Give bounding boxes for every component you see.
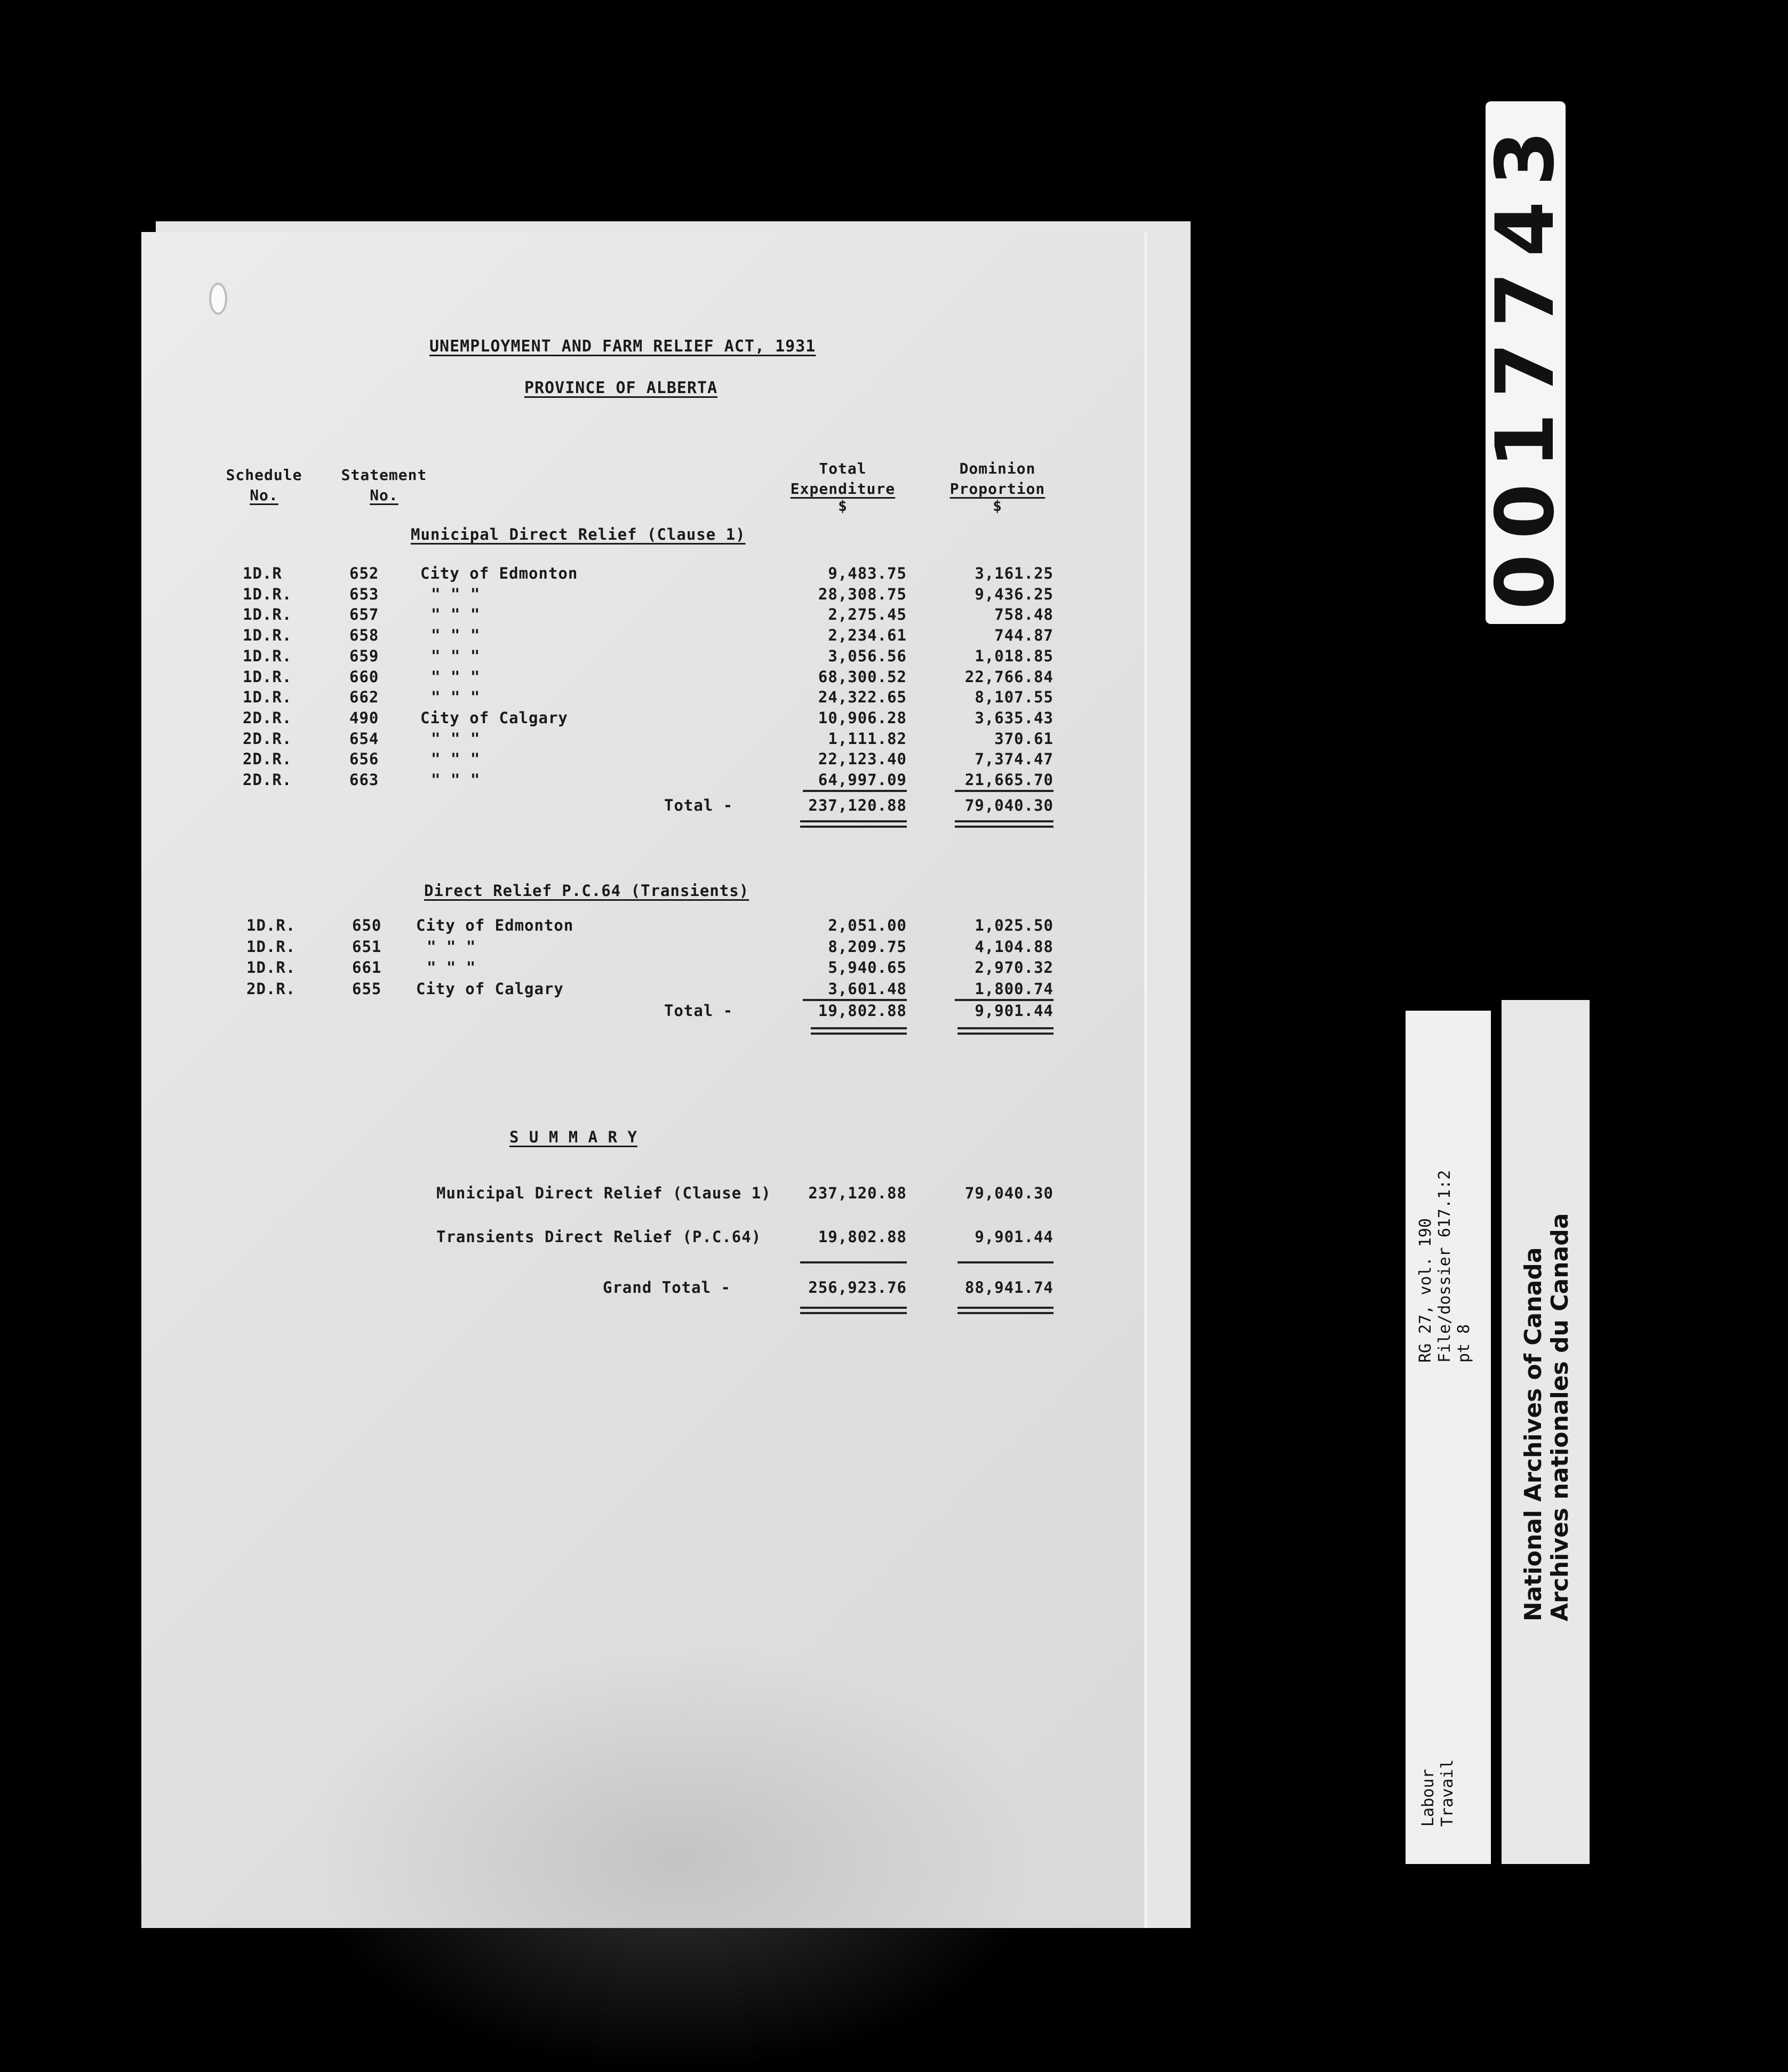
row-schedule: 2D.R. — [243, 750, 292, 769]
header-dominion-proportion: Dominion Proportion $ — [949, 460, 1045, 515]
section2-dominion-total: 9,901.44 — [975, 1002, 1053, 1020]
row-statement: 663 — [349, 771, 379, 789]
summary-line2-label: Transients Direct Relief (P.C.64) — [436, 1228, 762, 1246]
row-place: " " " — [431, 750, 481, 769]
row-schedule: 2D.R. — [243, 771, 292, 789]
row-dominion-proportion: 3,161.25 — [975, 564, 1053, 582]
row-dominion-proportion: 1,800.74 — [975, 979, 1053, 998]
row-place: " " " — [431, 688, 481, 707]
row-place: " " " — [431, 729, 481, 748]
row-schedule: 1D.R. — [243, 667, 292, 686]
row-total-expenditure: 8,209.75 — [828, 937, 907, 956]
row-total-expenditure: 10,906.28 — [818, 708, 907, 727]
row-dominion-proportion: 9,436.25 — [975, 585, 1053, 603]
archive-institution — [1520, 1213, 1574, 1621]
row-schedule: 1D.R. — [246, 916, 296, 934]
archive-ref-line2: File/dossier 617.1:2 — [1435, 1170, 1454, 1363]
row-place: " " " — [431, 771, 481, 789]
row-total-expenditure: 5,940.65 — [828, 958, 907, 977]
row-schedule: 1D.R. — [246, 937, 296, 956]
archive-dept-line1: Labour — [1419, 1769, 1438, 1827]
grand-total-dominion: 88,941.74 — [964, 1278, 1053, 1297]
section2-dominion-double-rule — [957, 1027, 1053, 1029]
row-statement: 659 — [349, 646, 379, 665]
row-statement: 654 — [349, 729, 379, 748]
summary-line2-total: 19,802.88 — [818, 1228, 907, 1246]
row-statement: 651 — [352, 937, 382, 956]
section1-dominion-double-rule — [955, 826, 1053, 828]
subtotal-rule — [955, 790, 1053, 792]
section1-total: 237,120.88 — [808, 796, 907, 814]
row-statement: 661 — [352, 958, 382, 977]
row-total-expenditure: 3,056.56 — [828, 646, 907, 665]
subtotal-rule — [803, 999, 907, 1001]
row-total-expenditure: 2,234.61 — [828, 626, 907, 645]
row-dominion-proportion: 22,766.84 — [964, 667, 1053, 686]
row-schedule: 1D.R. — [243, 585, 292, 603]
row-place: City of Calgary — [420, 708, 568, 727]
section1-total-label: Total - — [664, 796, 733, 814]
header-total-expenditure: Total Expenditure $ — [790, 460, 896, 515]
row-dominion-proportion: 8,107.55 — [975, 688, 1053, 707]
archive-reference-card — [1406, 1011, 1491, 1864]
section2-total-double-rule — [811, 1033, 907, 1035]
section1-total-double-rule — [800, 820, 907, 822]
summary-line1-dominion: 79,040.30 — [964, 1184, 1053, 1202]
row-dominion-proportion: 758.48 — [994, 605, 1053, 624]
paper-stain — [301, 1645, 1048, 2072]
grand-dominion-double-rule — [957, 1307, 1053, 1309]
archive-reference — [1416, 1170, 1474, 1363]
section1-heading: Municipal Direct Relief (Clause 1) — [411, 525, 746, 543]
row-total-expenditure: 68,300.52 — [818, 667, 907, 686]
row-schedule: 1D.R — [243, 564, 282, 582]
section2-total-label: Total - — [664, 1002, 733, 1020]
header-statement: Statement No. — [341, 466, 427, 504]
row-schedule: 1D.R. — [243, 626, 292, 645]
row-total-expenditure: 3,601.48 — [828, 979, 907, 998]
row-dominion-proportion: 744.87 — [994, 626, 1053, 645]
section2-total: 19,802.88 — [818, 1002, 907, 1020]
summary-line1-label: Municipal Direct Relief (Clause 1) — [436, 1184, 771, 1202]
archive-institution-line1: National Archives of Canada — [1520, 1247, 1547, 1621]
row-dominion-proportion: 1,025.50 — [975, 916, 1053, 934]
grand-total-double-rule — [800, 1312, 907, 1314]
row-place: " " " — [431, 585, 481, 603]
archive-institution-line2: Archives nationales du Canada — [1546, 1213, 1574, 1621]
frame-number: 0017743 — [1479, 115, 1572, 610]
archive-dept-line2: Travail — [1438, 1759, 1457, 1827]
row-schedule: 2D.R. — [246, 979, 296, 998]
row-dominion-proportion: 370.61 — [994, 729, 1053, 748]
row-schedule: 1D.R. — [243, 688, 292, 707]
summary-heading: S U M M A R Y — [509, 1128, 637, 1146]
grand-total-double-rule — [800, 1307, 907, 1309]
subtotal-rule — [803, 790, 907, 792]
subtotal-rule — [955, 999, 1053, 1001]
row-statement: 660 — [349, 667, 379, 686]
row-dominion-proportion: 7,374.47 — [975, 750, 1053, 769]
row-total-expenditure: 22,123.40 — [818, 750, 907, 769]
section1-dominion-double-rule — [955, 820, 1053, 822]
row-schedule: 1D.R. — [243, 646, 292, 665]
section2-dominion-double-rule — [957, 1033, 1053, 1035]
row-place: " " " — [431, 605, 481, 624]
row-dominion-proportion: 3,635.43 — [975, 708, 1053, 727]
row-statement: 662 — [349, 688, 379, 707]
summary-line2-dominion: 9,901.44 — [975, 1228, 1053, 1246]
row-total-expenditure: 9,483.75 — [828, 564, 907, 582]
grand-dominion-double-rule — [957, 1312, 1053, 1314]
section1-dominion-total: 79,040.30 — [964, 796, 1053, 814]
archive-ref-line1: RG 27, vol. 190 — [1416, 1218, 1435, 1363]
section2-heading: Direct Relief P.C.64 (Transients) — [424, 882, 749, 900]
row-dominion-proportion: 4,104.88 — [975, 937, 1053, 956]
header-schedule: Schedule No. — [226, 466, 302, 504]
row-statement: 652 — [349, 564, 379, 582]
summary-line1-total: 237,120.88 — [808, 1184, 907, 1202]
row-total-expenditure: 28,308.75 — [818, 585, 907, 603]
row-total-expenditure: 24,322.65 — [818, 688, 907, 707]
archive-department — [1419, 1759, 1457, 1827]
row-schedule: 2D.R. — [243, 729, 292, 748]
row-statement: 653 — [349, 585, 379, 603]
row-statement: 650 — [352, 916, 382, 934]
row-total-expenditure: 2,051.00 — [828, 916, 907, 934]
punch-hole — [209, 283, 227, 315]
row-place: City of Calgary — [416, 979, 564, 998]
row-total-expenditure: 1,111.82 — [828, 729, 907, 748]
row-place: " " " — [427, 958, 476, 977]
document-title: UNEMPLOYMENT AND FARM RELIEF ACT, 1931 — [429, 337, 816, 356]
row-statement: 657 — [349, 605, 379, 624]
row-place: " " " — [427, 937, 476, 956]
row-schedule: 1D.R. — [246, 958, 296, 977]
row-total-expenditure: 2,275.45 — [828, 605, 907, 624]
row-place: City of Edmonton — [416, 916, 574, 934]
grand-total-label: Grand Total - — [603, 1278, 731, 1297]
row-place: " " " — [431, 626, 481, 645]
row-statement: 655 — [352, 979, 382, 998]
section1-total-double-rule — [800, 826, 907, 828]
row-place: " " " — [431, 646, 481, 665]
row-dominion-proportion: 2,970.32 — [975, 958, 1053, 977]
summary-subtotal-rule — [957, 1261, 1053, 1263]
row-place: City of Edmonton — [420, 564, 578, 582]
grand-total: 256,923.76 — [808, 1278, 907, 1297]
row-total-expenditure: 64,997.09 — [818, 771, 907, 789]
row-dominion-proportion: 1,018.85 — [975, 646, 1053, 665]
row-statement: 490 — [349, 708, 379, 727]
summary-subtotal-rule — [800, 1261, 907, 1263]
row-statement: 658 — [349, 626, 379, 645]
archive-ref-line3: pt 8 — [1455, 1324, 1473, 1363]
document-subtitle: PROVINCE OF ALBERTA — [524, 379, 718, 397]
row-statement: 656 — [349, 750, 379, 769]
row-schedule: 1D.R. — [243, 605, 292, 624]
row-dominion-proportion: 21,665.70 — [964, 771, 1053, 789]
section2-total-double-rule — [811, 1027, 907, 1029]
row-schedule: 2D.R. — [243, 708, 292, 727]
row-place: " " " — [431, 667, 481, 686]
